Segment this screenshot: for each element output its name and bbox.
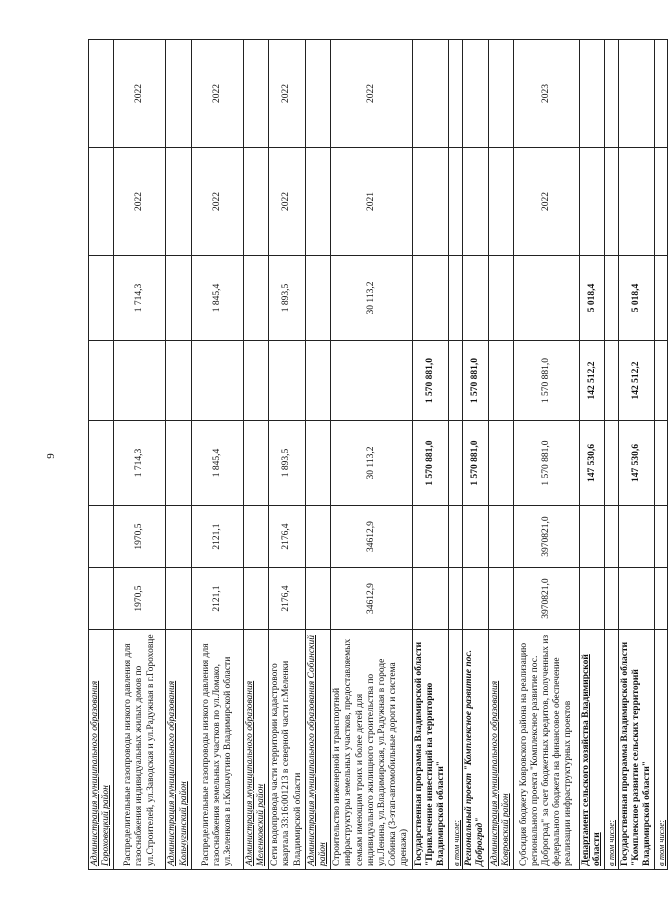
row-value-cell-2: 34612,9 (331, 506, 412, 568)
row-value-cell-2 (488, 506, 513, 568)
row-name-cell: Администрация муниципального образования Кольчугинский район (166, 630, 191, 870)
row-value-cell-7 (449, 40, 463, 148)
table-row-regproj (463, 40, 488, 870)
row-value-cell-4 (655, 341, 668, 421)
row-value-cell-2: 2121,1 (191, 506, 243, 568)
table-row-section (243, 40, 268, 870)
row-value-cell-7 (463, 40, 488, 148)
row-value-cell-5 (605, 256, 618, 341)
row-value-cell-2 (605, 506, 618, 568)
row-value-cell-4: 1 570 881,0 (463, 341, 488, 421)
row-value-cell-1 (618, 568, 655, 630)
table-row-prog (618, 40, 655, 870)
row-value-cell-3: 1 714,3 (114, 421, 166, 506)
row-value-cell-3 (655, 421, 668, 506)
row-name-cell: в том числе: (605, 630, 618, 870)
row-value-cell-5: 1 714,3 (114, 256, 166, 341)
row-value-cell-3: 1 570 881,0 (514, 421, 580, 506)
row-value-cell-6 (463, 148, 488, 256)
row-value-cell-6 (305, 148, 330, 256)
row-value-cell-6: 2022 (114, 148, 166, 256)
table-row-dept (580, 40, 605, 870)
row-value-cell-5 (243, 256, 268, 341)
row-value-cell-7 (580, 40, 605, 148)
row-value-cell-5 (488, 256, 513, 341)
row-value-cell-2: 2176,4 (269, 506, 306, 568)
row-value-cell-4 (488, 341, 513, 421)
row-name-cell: Субсидия бюджету Ковровского района на реализацию регионального проекта "Комплексное развитие пос. Доброград" за счет бюджетных кредитов, полученных из федерального бюджета на финансовое обеспечение реализации инфраструктурных проектов (514, 630, 580, 870)
row-name-cell: Распределительные газопроводы низкого давления для газоснабжения земельных участков по ул.Ломако, ул.Зеленкова в г.Кольчугино Владимирской области (191, 630, 243, 870)
row-value-cell-5: 5 018,4 (580, 256, 605, 341)
table-row-item (191, 40, 243, 870)
row-value-cell-1 (605, 568, 618, 630)
row-value-cell-3: 1 570 881,0 (412, 421, 449, 506)
table-row-section (89, 40, 114, 870)
row-name-cell: в том числе: (449, 630, 463, 870)
row-value-cell-3: 1 570 881,0 (463, 421, 488, 506)
row-value-cell-6: 2022 (191, 148, 243, 256)
row-value-cell-7 (89, 40, 114, 148)
row-value-cell-2 (449, 506, 463, 568)
row-value-cell-1 (89, 568, 114, 630)
row-value-cell-1: 3970821,0 (514, 568, 580, 630)
row-value-cell-3: 147 530,6 (580, 421, 605, 506)
row-value-cell-7: 2022 (331, 40, 412, 148)
row-value-cell-4 (191, 341, 243, 421)
row-value-cell-3 (305, 421, 330, 506)
row-value-cell-1 (655, 568, 668, 630)
row-value-cell-7 (305, 40, 330, 148)
row-value-cell-4 (89, 341, 114, 421)
row-value-cell-7: 2022 (114, 40, 166, 148)
row-value-cell-3 (243, 421, 268, 506)
row-value-cell-5 (655, 256, 668, 341)
row-value-cell-6: 2021 (331, 148, 412, 256)
table-row-prog (412, 40, 449, 870)
row-value-cell-4 (166, 341, 191, 421)
row-name-cell: Администрация муниципального образования Гороховецкий район (89, 630, 114, 870)
row-value-cell-7 (618, 40, 655, 148)
row-value-cell-6: 2022 (514, 148, 580, 256)
row-value-cell-1 (488, 568, 513, 630)
table-row-item (331, 40, 412, 870)
row-value-cell-2: 1970,5 (114, 506, 166, 568)
row-value-cell-5 (412, 256, 449, 341)
row-name-cell: Департамент сельского хозяйства Владимирской области (580, 630, 605, 870)
row-value-cell-1: 1970,5 (114, 568, 166, 630)
row-value-cell-1: 2176,4 (269, 568, 306, 630)
row-value-cell-2 (89, 506, 114, 568)
row-value-cell-1 (580, 568, 605, 630)
row-value-cell-7 (412, 40, 449, 148)
row-value-cell-1 (243, 568, 268, 630)
row-name-cell: в том числе: (655, 630, 668, 870)
table-row-incl (605, 40, 618, 870)
row-value-cell-4 (331, 341, 412, 421)
row-value-cell-4 (605, 341, 618, 421)
table-body (89, 40, 668, 870)
rotated-table-container (88, 40, 667, 870)
row-value-cell-2 (618, 506, 655, 568)
row-value-cell-3 (166, 421, 191, 506)
row-name-cell: Государственная программа Владимирской области "Комплексное развитие сельских территорий Владимирской области" (618, 630, 655, 870)
row-value-cell-3: 147 530,6 (618, 421, 655, 506)
document-table-frame (88, 40, 667, 870)
row-value-cell-4 (269, 341, 306, 421)
row-value-cell-2 (463, 506, 488, 568)
row-value-cell-7 (655, 40, 668, 148)
row-value-cell-5: 30 113,2 (331, 256, 412, 341)
row-value-cell-6 (243, 148, 268, 256)
row-name-cell: Администрация муниципального образования Ковровский район (488, 630, 513, 870)
table-row-item (114, 40, 166, 870)
row-value-cell-3 (605, 421, 618, 506)
row-value-cell-5 (89, 256, 114, 341)
row-value-cell-5: 5 018,4 (618, 256, 655, 341)
table-row-item (514, 40, 580, 870)
row-value-cell-1 (305, 568, 330, 630)
row-value-cell-7 (605, 40, 618, 148)
row-value-cell-6 (449, 148, 463, 256)
row-name-cell: Распределительные газопроводы низкого давления для газоснабжения индивидуальных жилых домов по ул.Строителей, ул.Заводская и ул.Радужная в г.Гороховце (114, 630, 166, 870)
row-value-cell-6 (655, 148, 668, 256)
row-value-cell-1 (449, 568, 463, 630)
row-value-cell-4 (449, 341, 463, 421)
row-value-cell-6 (412, 148, 449, 256)
row-value-cell-4 (243, 341, 268, 421)
row-value-cell-5 (463, 256, 488, 341)
row-value-cell-7 (488, 40, 513, 148)
row-value-cell-3: 30 113,2 (331, 421, 412, 506)
row-value-cell-6 (580, 148, 605, 256)
row-value-cell-5 (166, 256, 191, 341)
row-value-cell-5: 1 845,4 (191, 256, 243, 341)
row-value-cell-1: 2121,1 (191, 568, 243, 630)
row-value-cell-7 (166, 40, 191, 148)
table-row-incl (655, 40, 668, 870)
row-value-cell-4: 142 512,2 (618, 341, 655, 421)
row-value-cell-3: 1 893,5 (269, 421, 306, 506)
row-value-cell-6 (618, 148, 655, 256)
row-value-cell-6 (605, 148, 618, 256)
row-value-cell-4 (305, 341, 330, 421)
table-row-section (166, 40, 191, 870)
page-number: 9 (44, 453, 57, 459)
row-value-cell-5 (514, 256, 580, 341)
row-value-cell-2 (166, 506, 191, 568)
row-value-cell-6 (89, 148, 114, 256)
table-row-incl (449, 40, 463, 870)
row-value-cell-4: 1 570 881,0 (514, 341, 580, 421)
row-value-cell-6 (166, 148, 191, 256)
row-value-cell-5: 1 893,5 (269, 256, 306, 341)
row-name-cell: Администрация муниципального образования Меленковский район (243, 630, 268, 870)
row-value-cell-2 (412, 506, 449, 568)
row-value-cell-1 (463, 568, 488, 630)
table-row-section (305, 40, 330, 870)
row-value-cell-7: 2023 (514, 40, 580, 148)
row-value-cell-2 (580, 506, 605, 568)
row-value-cell-2 (655, 506, 668, 568)
row-name-cell: Государственная программа Владимирской области "Привлечение инвестиций на территорию Владимирской области" (412, 630, 449, 870)
row-value-cell-3: 1 845,4 (191, 421, 243, 506)
table-row-item (269, 40, 306, 870)
row-value-cell-3 (89, 421, 114, 506)
row-value-cell-3 (488, 421, 513, 506)
row-value-cell-5 (449, 256, 463, 341)
table-row-section (488, 40, 513, 870)
row-value-cell-3 (449, 421, 463, 506)
row-value-cell-7 (243, 40, 268, 148)
row-value-cell-2 (305, 506, 330, 568)
row-value-cell-1 (166, 568, 191, 630)
row-value-cell-4 (114, 341, 166, 421)
row-name-cell: Сети водопровода части территории кадастрового квартала 33:16:001213 в северной части г.Меленки Владимирской области (269, 630, 306, 870)
row-name-cell: Региональный проект "Комплексное развитие пос. Доброград" (463, 630, 488, 870)
row-value-cell-5 (305, 256, 330, 341)
row-value-cell-1: 34612,9 (331, 568, 412, 630)
row-name-cell: Строительство инженерной и транспортной инфраструктуры земельных участков, предоставляемых семьям имеющим троих и более детей для индивидуального жилищного строительства по ул.Ленина, ул.Владимирская, ул.Радужная в городе Собинка (3-этап-автомобильные дороги и система дренажа) (331, 630, 412, 870)
row-value-cell-2: 3970821,0 (514, 506, 580, 568)
row-value-cell-6 (488, 148, 513, 256)
row-value-cell-7: 2022 (269, 40, 306, 148)
row-value-cell-1 (412, 568, 449, 630)
row-value-cell-2 (243, 506, 268, 568)
row-value-cell-6: 2022 (269, 148, 306, 256)
row-name-cell: Администрация муниципального образования Собинский район (305, 630, 330, 870)
row-value-cell-7: 2022 (191, 40, 243, 148)
investment-objects-table (88, 39, 668, 870)
row-value-cell-4: 142 512,2 (580, 341, 605, 421)
row-value-cell-4: 1 570 881,0 (412, 341, 449, 421)
